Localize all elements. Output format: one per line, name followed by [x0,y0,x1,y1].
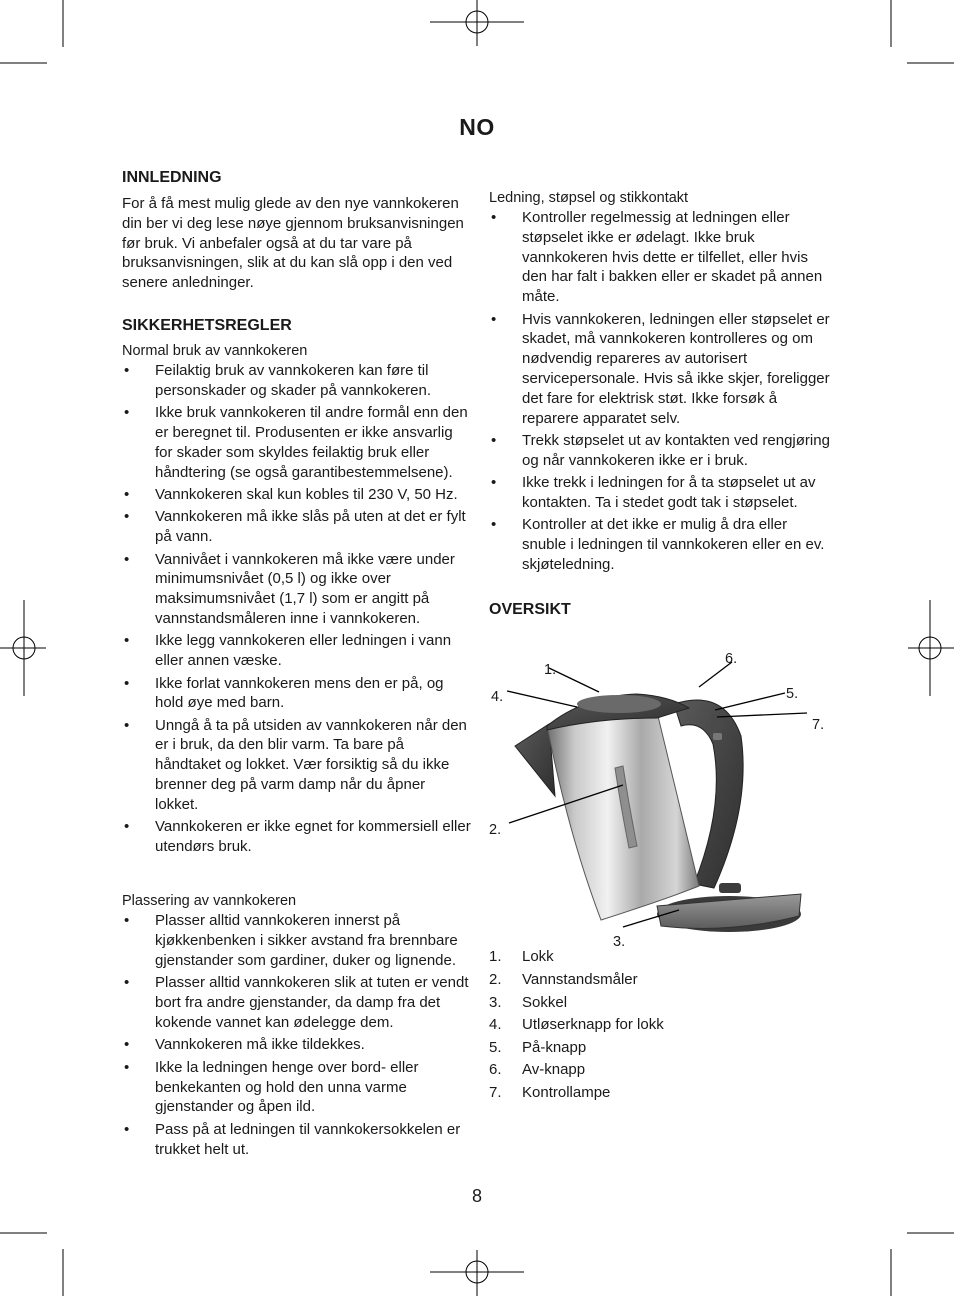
intro-section [122,168,472,293]
callout-7: 7. [812,717,825,734]
overview-heading: OVERSIKT [489,601,571,619]
list-item: • Ikke forlat vannkokeren mens den er på, og hold øye med barn. [122,674,472,714]
part-number: 4. [489,1016,502,1034]
list-item: • Vannkokeren må ikke tildekkes. [122,1035,472,1055]
kettle-diagram [489,626,834,951]
part-label: På-knapp [522,1038,587,1056]
list-item [489,946,834,969]
list-item: • Plasser alltid vannkokeren slik at tuten er vendt bort fra andre gjenstander, da damp fra det kokende vannet kan ødelegge dem. [122,973,472,1032]
part-number: 1. [489,948,502,966]
safety-heading: SIKKERHETSREGLER [122,316,292,334]
part-label: Sokkel [522,993,568,1011]
part-number: 6. [489,1061,502,1079]
part-number: 7. [489,1083,502,1101]
list-item: • Vannkokeren må ikke slås på uten at det er fylt på vann. [122,507,472,547]
list-item: • Vannkokeren er ikke egnet for kommersiell eller utendørs bruk. [122,817,472,857]
list-item: • Ikke trekk i ledningen for å ta støpselet ut av kontakten. Ta i stedet godt tak i støpselet. [489,473,834,513]
list-item: • Vannkokeren skal kun kobles til 230 V, 50 Hz. [122,485,472,505]
list-item [489,1037,834,1060]
list-item [489,969,834,992]
cord-subheading: Ledning, støpsel og stikkontakt [489,190,689,206]
list-item: • Feilaktig bruk av vannkokeren kan føre til personskader og skader på vannkokeren. [122,361,472,401]
list-item: • Trekk støpselet ut av kontakten ved rengjøring og når vannkokeren ikke er i bruk. [489,431,834,471]
part-label: Kontrollampe [522,1083,611,1101]
part-label: Vannstandsmåler [522,970,638,988]
intro-text: For å få mest mulig glede av den nye vannkokeren din ber vi deg lese nøye gjennom bruksanvisningen før bruk. Vi anbefaler også at du tar vare på bruksanvisningen, slik at du kan slå opp i den ved senere anledninger. [122,195,464,292]
list-item: • Plasser alltid vannkokeren innerst på kjøkkenbenken i sikker avstand fra brennbare gjenstander som gardiner, duker og lignende. [122,911,472,970]
placement-subheading: Plassering av vannkokeren [122,893,297,910]
list-item [489,1082,834,1105]
part-label: Utløserknapp for lokk [522,1016,664,1034]
overview-section [489,600,834,1104]
language-heading: NO [459,114,495,140]
page-number: 8 [471,1186,482,1206]
list-item: • Kontroller at det ikke er mulig å dra eller snuble i ledningen til vannkokeren eller en ev. skjøteledning. [489,515,834,574]
list-item [489,1014,834,1037]
parts-list [489,946,834,1104]
kettle-illustration [489,626,834,946]
list-item: • Ikke legg vannkokeren eller ledningen i vann eller annen væske. [122,631,472,671]
list-item: • Ikke la ledningen henge over bord- eller benkekanten og hold den unna varme gjenstander og åpen ild. [122,1058,472,1117]
normal-use-subheading: Normal bruk av vannkokeren [122,342,308,359]
cord-list [489,208,834,575]
part-label: Av-knapp [522,1061,586,1079]
list-item: • Unngå å ta på utsiden av vannkokeren når den er i bruk, da den blir varm. Ta bare på håndtaket og lokket. Vær forsiktig så du ikke brenner deg på varm damp når du åpner lokket. [122,716,472,815]
callout-2: 2. [489,822,502,839]
part-number: 3. [489,993,502,1011]
list-item: • Hvis vannkokeren, ledningen eller støpselet er skadet, må vannkokeren kontrolleres og om nødvendig repareres av autorisert servicepersonale. Hvis så ikke skjer, foreligger det fare for elektrisk støt. Ikke forsøk å reparere apparatet selv. [489,310,834,429]
cord-section [489,189,834,575]
list-item [489,1059,834,1082]
list-item: • Kontroller regelmessig at ledningen eller støpselet ikke er ødelagt. Ikke bruk vannkokeren hvis dette er tilfellet, eller hvis den har falt i bakken eller er skadet på annen måte. [489,208,834,307]
left-column [122,168,472,1162]
callout-1: 1. [544,662,557,679]
part-number: 5. [489,1038,502,1056]
list-item: • Pass på at ledningen til vannkokersokkelen er trukket helt ut. [122,1120,472,1160]
intro-heading: INNLEDNING [122,169,222,186]
callout-6: 6. [725,651,738,668]
callout-4: 4. [491,689,504,706]
callout-3: 3. [613,934,626,951]
part-number: 2. [489,970,502,988]
list-item [489,992,834,1015]
list-item: • Ikke bruk vannkokeren til andre formål enn den er beregnet til. Produsenten er ikke ansvarlig for skader som skyldes feilaktig bruk eller håndtering (se også garantibestemmelsene). [122,403,472,482]
part-label: Lokk [522,948,554,966]
placement-list [122,911,472,1159]
normal-use-list [122,361,472,857]
right-column [489,189,834,1104]
list-item: • Vannivået i vannkokeren må ikke være under minimumsnivået (0,5 l) og ikke over maksimumsnivået (1,7 l) som er angitt på vannstandsmåleren inne i vannkokeren. [122,550,472,629]
safety-section [122,316,472,1159]
callout-5: 5. [786,686,799,703]
